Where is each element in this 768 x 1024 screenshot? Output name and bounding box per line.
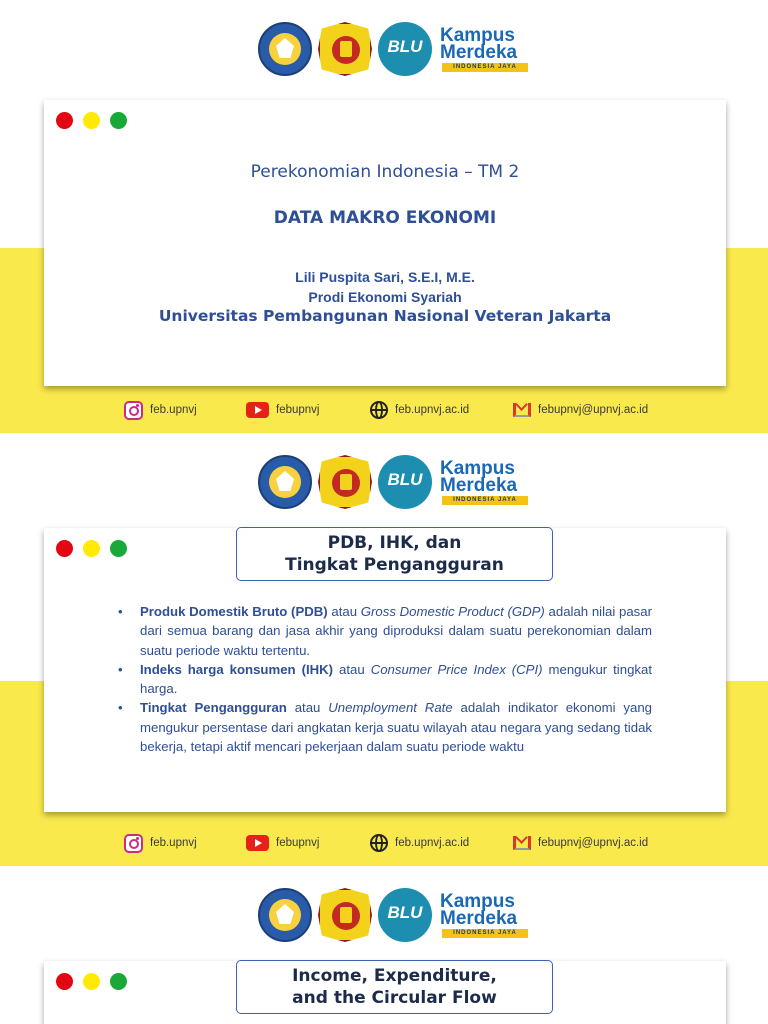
university-name: Universitas Pembangunan Nasional Veteran Jakarta bbox=[158, 307, 612, 325]
youtube-link[interactable]: febupnvj bbox=[246, 831, 319, 855]
yellow-dot-icon bbox=[83, 112, 100, 129]
website-link[interactable]: feb.upnvj.ac.id bbox=[370, 398, 469, 422]
logo-row bbox=[0, 888, 768, 942]
red-dot-icon bbox=[56, 540, 73, 557]
logo-row bbox=[0, 455, 768, 509]
tut-wuri-handayani-logo bbox=[258, 455, 312, 509]
title-card bbox=[44, 100, 726, 386]
upn-veteran-logo bbox=[318, 22, 372, 76]
topic-title: DATA MAKRO EKONOMI bbox=[273, 208, 497, 228]
kampus-merdeka-logo: Kampus Merdeka INDONESIA JAYA bbox=[440, 26, 532, 76]
gmail-icon bbox=[513, 403, 531, 417]
green-dot-icon bbox=[110, 973, 127, 990]
tut-wuri-handayani-logo bbox=[258, 888, 312, 942]
slide-circular-flow bbox=[0, 866, 768, 1024]
globe-icon bbox=[370, 834, 388, 852]
slide-title bbox=[0, 0, 768, 433]
tut-wuri-handayani-logo bbox=[258, 22, 312, 76]
blu-logo: BLU bbox=[378, 22, 432, 76]
red-dot-icon bbox=[56, 112, 73, 129]
website-link[interactable]: feb.upnvj.ac.id bbox=[370, 831, 469, 855]
red-dot-icon bbox=[56, 973, 73, 990]
list-item: • Tingkat Pengangguran atau Unemployment Rate adalah indikator ekonomi yang mengukur persentase dari angkatan kerja suatu wilayah atau negara yang sedang tidak bekerja, tetapi aktif mencari pekerjaan dalam suatu periode waktu bbox=[118, 698, 652, 756]
upn-veteran-logo bbox=[318, 888, 372, 942]
kampus-merdeka-logo: Kampus Merdeka INDONESIA JAYA bbox=[440, 459, 532, 509]
instagram-icon bbox=[124, 401, 143, 420]
youtube-icon bbox=[246, 402, 269, 418]
slide-heading: PDB, IHK, dan Tingkat Pengangguran bbox=[236, 527, 553, 581]
logo-row bbox=[0, 22, 768, 76]
instagram-link[interactable]: feb.upnvj bbox=[124, 398, 197, 422]
slide-heading: Income, Expenditure, and the Circular Flow bbox=[236, 960, 553, 1014]
upn-veteran-logo bbox=[318, 455, 372, 509]
program-name: Prodi Ekonomi Syariah bbox=[308, 289, 462, 305]
blu-logo: BLU bbox=[378, 888, 432, 942]
course-title: Perekonomian Indonesia – TM 2 bbox=[250, 162, 520, 182]
gmail-icon bbox=[513, 836, 531, 850]
yellow-dot-icon bbox=[83, 540, 100, 557]
list-item: • Produk Domestik Bruto (PDB) atau Gross Domestic Product (GDP) adalah nilai pasar dari semua barang dan jasa akhir yang diproduksi dalam suatu perekonomian dalam suatu periode waktu tertentu. bbox=[118, 602, 652, 660]
youtube-icon bbox=[246, 835, 269, 851]
author-name: Lili Puspita Sari, S.E.I, M.E. bbox=[295, 269, 475, 285]
blu-logo: BLU bbox=[378, 455, 432, 509]
kampus-merdeka-logo: Kampus Merdeka INDONESIA JAYA bbox=[440, 892, 532, 942]
yellow-dot-icon bbox=[83, 973, 100, 990]
green-dot-icon bbox=[110, 112, 127, 129]
instagram-icon bbox=[124, 834, 143, 853]
green-dot-icon bbox=[110, 540, 127, 557]
list-item: • Indeks harga konsumen (IHK) atau Consumer Price Index (CPI) mengukur tingkat harga. bbox=[118, 660, 652, 699]
instagram-link[interactable]: feb.upnvj bbox=[124, 831, 197, 855]
youtube-link[interactable]: febupnvj bbox=[246, 398, 319, 422]
email-link[interactable]: febupnvj@upnvj.ac.id bbox=[513, 398, 648, 422]
email-link[interactable]: febupnvj@upnvj.ac.id bbox=[513, 831, 648, 855]
social-footer bbox=[0, 831, 768, 855]
social-footer bbox=[0, 398, 768, 422]
slide-pdb-ihk bbox=[0, 433, 768, 866]
bullet-list bbox=[118, 602, 652, 756]
globe-icon bbox=[370, 401, 388, 419]
